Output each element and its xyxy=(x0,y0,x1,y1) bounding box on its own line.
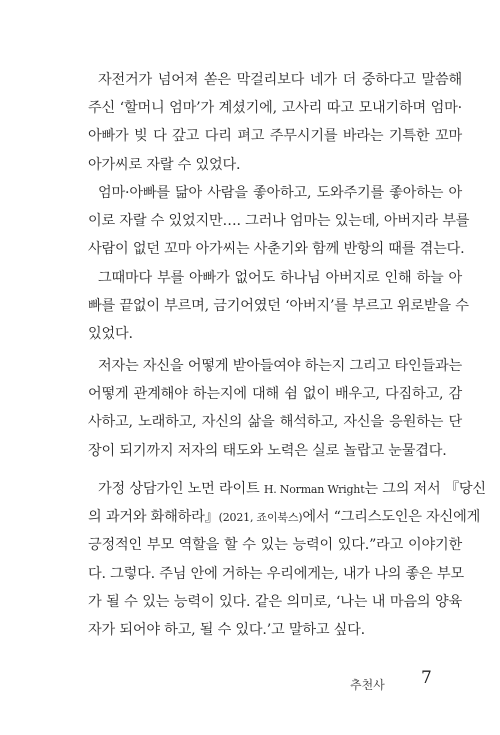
paragraph-1 xyxy=(88,66,462,179)
publication-info: (2021, 죠이북스) xyxy=(218,511,303,525)
text-line: 있었다. xyxy=(88,325,133,342)
text-line: 장이 되기까지 저자의 태도와 노력은 실로 놀랍고 눈물겹다. xyxy=(88,442,447,459)
book-title: 의 과거와 화해하라』 xyxy=(88,509,219,526)
text-run: 가정 상담가인 노먼 라이트 xyxy=(98,481,260,497)
text-line xyxy=(88,503,481,531)
paragraph-4 xyxy=(88,475,486,644)
text-line: 긍정적인 부모 역할을 할 수 있는 능력이 있다.”라고 이야기한 xyxy=(88,537,462,554)
text-line: 주신 ‘할머니 엄마’가 계셨기에, 고사리 따고 모내기하며 엄마· xyxy=(88,100,462,117)
paragraph-3 xyxy=(88,352,462,465)
author-english-name: H. Norman Wright xyxy=(263,483,365,496)
text-line: 자전거가 넘어져 쏟은 막걸리보다 네가 더 중하다고 말씀해 xyxy=(98,72,462,88)
paragraph-2 xyxy=(88,179,470,348)
text-line: 다. 그렇다. 주님 안에 거하는 우리에게는, 내가 나의 좋은 부모 xyxy=(88,565,464,582)
text-run: 는 그의 저서 『당신 xyxy=(364,481,486,497)
text-line: 어떻게 관계해야 하는지에 대해 쉼 없이 배우고, 다짐하고, 감 xyxy=(88,386,462,403)
text-run: 에서 “그리스도인은 자신에게 xyxy=(302,509,481,526)
text-line: 가 될 수 있는 능력이 있다. 같은 의미로, ‘나는 내 마음의 양육 xyxy=(88,593,462,610)
text-line: 저자는 자신을 어떻게 받아들여야 하는지 그리고 타인들과는 xyxy=(98,358,462,374)
text-line: 사람이 없던 꼬마 아가씨는 사춘기와 함께 반항의 때를 겪는다. xyxy=(88,241,465,258)
text-line: 엄마·아빠를 닮아 사람을 좋아하고, 도와주기를 좋아하는 아 xyxy=(98,185,462,201)
text-line: 빠를 끝없이 부르며, 금기어였던 ‘아버지’를 부르고 위로받을 수 xyxy=(88,297,469,314)
text-line: 자가 되어야 하고, 될 수 있다.’고 말하고 싶다. xyxy=(88,621,365,638)
page-number: 7 xyxy=(421,668,432,688)
text-line: 사하고, 노래하고, 자신의 삶을 해석하고, 자신을 응원하는 단 xyxy=(88,414,462,431)
text-line: 아빠가 빚 다 갚고 다리 펴고 주무시기를 바라는 기특한 꼬마 xyxy=(88,128,462,145)
text-line xyxy=(88,475,486,503)
text-line: 그때마다 부를 아빠가 없어도 하나님 아버지로 인해 하늘 아 xyxy=(98,269,462,286)
text-line: 이로 자랄 수 있었지만…. 그러나 엄마는 있는데, 아버지라 부를 xyxy=(88,213,470,230)
text-line: 아가씨로 자랄 수 있었다. xyxy=(88,156,241,173)
section-label: 추천사 xyxy=(350,678,385,692)
